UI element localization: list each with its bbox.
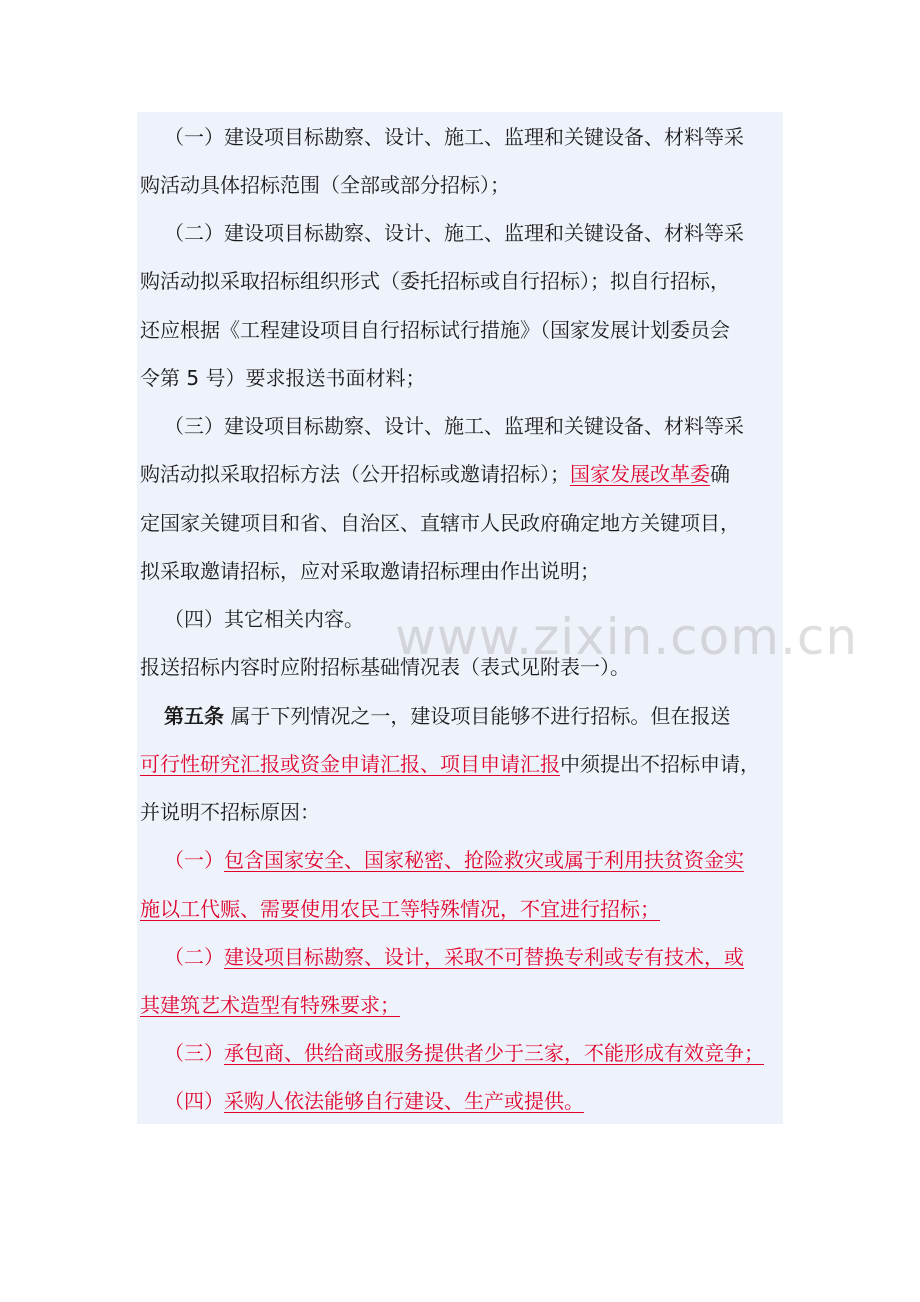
text: 中须提出不招标申请， bbox=[560, 752, 760, 776]
item-number: （四） bbox=[164, 1089, 224, 1113]
text: 属于下列情况之一，建设项目能够不进行招标。但在报送 bbox=[224, 704, 731, 728]
item-4-line-1 bbox=[164, 1088, 584, 1114]
red-underlined-text: 承包商、供给商或服务提供者少于三家，不能形成有效竞争； bbox=[224, 1041, 764, 1065]
article-five-line-2 bbox=[140, 751, 760, 777]
item-2-line-2 bbox=[140, 992, 400, 1018]
text: 令第 bbox=[140, 366, 187, 390]
paragraph-4-line-1: （四）其它相关内容。 bbox=[164, 607, 364, 631]
watermark: www.zixin.com.cn bbox=[395, 608, 859, 666]
paragraph-2-line-2: 购活动拟采取招标组织形式（委托招标或自行招标）；拟自行招标， bbox=[140, 269, 730, 293]
paragraph-3-line-3: 定国家关键项目和省、自治区、直辖市人民政府确定地方关键项目， bbox=[140, 511, 740, 535]
paragraph-2-line-1: （二）建设项目标勘察、设计、施工、监理和关键设备、材料等采 bbox=[164, 221, 744, 245]
paragraph-3-line-2 bbox=[140, 461, 730, 487]
item-number: （二） bbox=[164, 945, 224, 969]
red-underlined-text: 包含国家安全、国家秘密、抢险救灾或属于利用扶贫资金实 bbox=[224, 848, 744, 872]
article-five-line-1 bbox=[164, 703, 730, 729]
attachment-note: 报送招标内容时应附招标基础情况表（表式见附表一）。 bbox=[140, 655, 630, 679]
paragraph-2-line-3: 还应根据《工程建设项目自行招标试行措施》（国家发展计划委员会 bbox=[140, 318, 730, 342]
red-underlined-link[interactable]: 可行性研究汇报或资金申请汇报、项目申请汇报 bbox=[140, 752, 560, 776]
item-3-line-1 bbox=[164, 1040, 764, 1066]
paragraph-3-line-1: （三）建设项目标勘察、设计、施工、监理和关键设备、材料等采 bbox=[164, 414, 744, 438]
article-five-line-3: 并说明不招标原因： bbox=[140, 800, 320, 824]
red-underlined-link[interactable]: 国家发展改革委 bbox=[570, 462, 710, 486]
number-text: 5 bbox=[186, 366, 200, 390]
text: 确 bbox=[710, 462, 730, 486]
item-number: （三） bbox=[164, 1041, 224, 1065]
red-underlined-text: 其建筑艺术造型有特殊要求； bbox=[140, 993, 400, 1017]
text: 购活动拟采取招标方法（公开招标或邀请招标）； bbox=[140, 462, 570, 486]
red-underlined-text: 建设项目标勘察、设计，采取不可替换专利或专有技术，或 bbox=[224, 945, 744, 969]
paragraph-3-line-4: 拟采取邀请招标，应对采取邀请招标理由作出说明； bbox=[140, 559, 600, 583]
paragraph-1-line-1: （一）建设项目标勘察、设计、施工、监理和关键设备、材料等采 bbox=[164, 125, 744, 149]
article-heading: 第五条 bbox=[164, 704, 224, 728]
red-underlined-text: 采购人依法能够自行建设、生产或提供。 bbox=[224, 1089, 584, 1113]
item-1-line-2 bbox=[140, 896, 660, 922]
paragraph-1-line-2: 购活动具体招标范围（全部或部分招标）； bbox=[140, 173, 510, 197]
paragraph-2-line-4 bbox=[140, 365, 425, 391]
item-1-line-1 bbox=[164, 847, 744, 873]
red-underlined-text: 施以工代赈、需要使用农民工等特殊情况，不宜进行招标； bbox=[140, 897, 660, 921]
item-2-line-1 bbox=[164, 944, 744, 970]
item-number: （一） bbox=[164, 848, 224, 872]
text: 号）要求报送书面材料； bbox=[199, 366, 426, 390]
